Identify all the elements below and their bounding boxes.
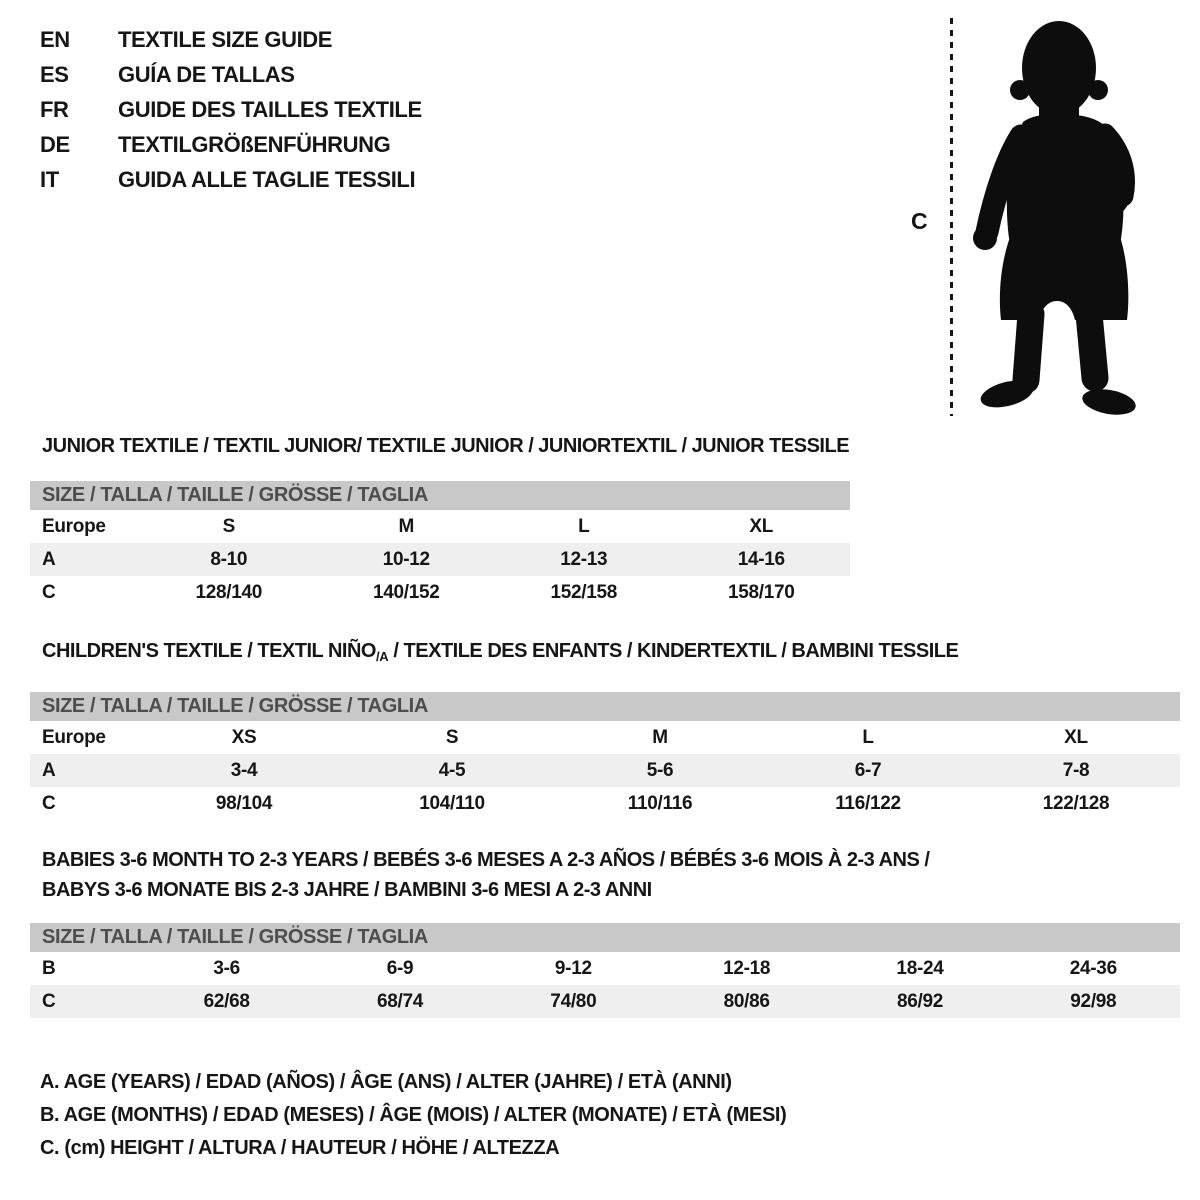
section-babies-textile xyxy=(30,845,1180,1018)
size-cell: 86/92 xyxy=(896,990,943,1012)
size-cell: XS xyxy=(231,726,257,748)
title-line-1: BABIES 3-6 MONTH TO 2-3 YEARS / BEBÉS 3-6 MESES A 2-3 AÑOS / BÉBÉS 3-6 MOIS À 2-3 ANS / xyxy=(42,849,930,871)
size-cell: 12-18 xyxy=(723,957,771,979)
legend-line-a: A. AGE (YEARS) / EDAD (AÑOS) / ÂGE (ANS) / ALTER (JAHRE) / ETÀ (ANNI) xyxy=(40,1071,732,1093)
title-main: CHILDREN'S TEXTILE / TEXTIL NIÑO xyxy=(42,640,376,662)
size-cell: 98/104 xyxy=(215,792,273,814)
language-code: EN xyxy=(40,27,70,52)
row-label: Europe xyxy=(42,726,106,748)
language-code: ES xyxy=(40,62,69,87)
table-row xyxy=(30,952,1180,985)
size-cell: L xyxy=(578,515,590,537)
size-cell: 110/116 xyxy=(627,792,693,814)
guide-title: TEXTILGRÖßENFÜHRUNG xyxy=(118,132,391,157)
guide-title: GUIDE DES TAILLES TEXTILE xyxy=(118,97,422,122)
row-label: C xyxy=(42,990,56,1012)
size-cell: L xyxy=(862,726,874,748)
row-label: A xyxy=(42,548,56,570)
table-row xyxy=(30,787,1180,820)
section-title xyxy=(42,640,1180,668)
language-row xyxy=(40,162,422,197)
legend-line-c: C. (cm) HEIGHT / ALTURA / HAUTEUR / HÖHE / ALTEZZA xyxy=(40,1137,560,1159)
guide-title: GUIDA ALLE TAGLIE TESSILI xyxy=(118,167,416,192)
title-rest: / TEXTILE DES ENFANTS / KINDERTEXTIL / BAMBINI TESSILE xyxy=(388,640,959,662)
table-row xyxy=(30,985,1180,1018)
size-cell: XL xyxy=(749,515,774,537)
figure-height-label: C xyxy=(911,208,928,234)
size-header-bar: SIZE / TALLA / TAILLE / GRÖSSE / TAGLIA xyxy=(30,923,1180,952)
language-row xyxy=(40,22,422,57)
table-row xyxy=(30,543,850,576)
size-cell: 10-12 xyxy=(382,548,430,570)
language-code: DE xyxy=(40,132,70,157)
language-row xyxy=(40,127,422,162)
size-cell: 4-5 xyxy=(438,759,466,781)
size-cell: 6-7 xyxy=(854,759,882,781)
language-title-block xyxy=(40,22,422,197)
row-label: B xyxy=(42,957,56,979)
title-subscript: /A xyxy=(375,649,389,664)
size-cell: 68/74 xyxy=(376,990,424,1012)
size-cell: 3-6 xyxy=(213,957,240,979)
section-junior-textile xyxy=(30,435,850,609)
height-dashed-line xyxy=(950,18,953,416)
table-row xyxy=(30,721,1180,754)
section-title: JUNIOR TEXTILE / TEXTIL JUNIOR/ TEXTILE JUNIOR / JUNIORTEXTIL / JUNIOR TESSILE xyxy=(42,435,850,457)
toddler-figure xyxy=(905,10,1160,425)
section-title xyxy=(42,845,1180,905)
title-line-2: BABYS 3-6 MONATE BIS 2-3 JAHRE / BAMBINI 3-6 MESI A 2-3 ANNI xyxy=(42,879,652,901)
row-label: Europe xyxy=(42,515,106,537)
language-code: FR xyxy=(40,97,69,122)
size-table xyxy=(30,510,850,609)
size-cell: 152/158 xyxy=(550,581,618,603)
size-cell: XL xyxy=(1064,726,1088,748)
size-cell: 8-10 xyxy=(210,548,248,570)
row-label: A xyxy=(42,759,56,781)
size-cell: 80/86 xyxy=(723,990,770,1012)
size-cell: 116/122 xyxy=(835,792,901,814)
size-cell: 140/152 xyxy=(372,581,440,603)
size-cell: S xyxy=(222,515,235,537)
size-cell: 14-16 xyxy=(737,548,785,570)
size-cell: 128/140 xyxy=(195,581,263,603)
toddler-silhouette-icon xyxy=(963,12,1143,420)
guide-title: TEXTILE SIZE GUIDE xyxy=(118,27,333,52)
size-cell: 92/98 xyxy=(1070,990,1117,1012)
language-row xyxy=(40,57,422,92)
size-header-bar: SIZE / TALLA / TAILLE / GRÖSSE / TAGLIA xyxy=(30,481,850,510)
row-label: C xyxy=(42,792,56,814)
table-row xyxy=(30,510,850,543)
guide-title: GUÍA DE TALLAS xyxy=(118,62,295,87)
language-code: IT xyxy=(40,167,59,192)
language-row xyxy=(40,92,422,127)
section-children-textile xyxy=(30,640,1180,820)
size-cell: 7-8 xyxy=(1062,759,1090,781)
size-cell: 62/68 xyxy=(203,990,250,1012)
size-cell: 9-12 xyxy=(554,957,592,979)
table-row xyxy=(30,754,1180,787)
size-cell: 158/170 xyxy=(727,581,795,603)
size-cell: S xyxy=(445,726,459,748)
row-label: C xyxy=(42,581,56,603)
size-cell: 104/110 xyxy=(419,792,485,814)
size-cell: M xyxy=(398,515,415,537)
size-cell: 24-36 xyxy=(1069,957,1117,979)
size-cell: 74/80 xyxy=(550,990,597,1012)
size-cell: 5-6 xyxy=(646,759,674,781)
table-row xyxy=(30,576,850,609)
size-table xyxy=(30,721,1180,820)
size-cell: 6-9 xyxy=(386,957,414,979)
size-cell: 122/128 xyxy=(1042,792,1110,814)
legend-line-b: B. AGE (MONTHS) / EDAD (MESES) / ÂGE (MOIS) / ALTER (MONATE) / ETÀ (MESI) xyxy=(40,1104,787,1126)
size-cell: 12-13 xyxy=(560,548,608,570)
size-cell: 18-24 xyxy=(896,957,944,979)
size-header-bar: SIZE / TALLA / TAILLE / GRÖSSE / TAGLIA xyxy=(30,692,1180,721)
size-cell: 3-4 xyxy=(230,759,258,781)
legend xyxy=(40,1066,786,1165)
size-cell: M xyxy=(652,726,668,748)
size-table xyxy=(30,952,1180,1018)
